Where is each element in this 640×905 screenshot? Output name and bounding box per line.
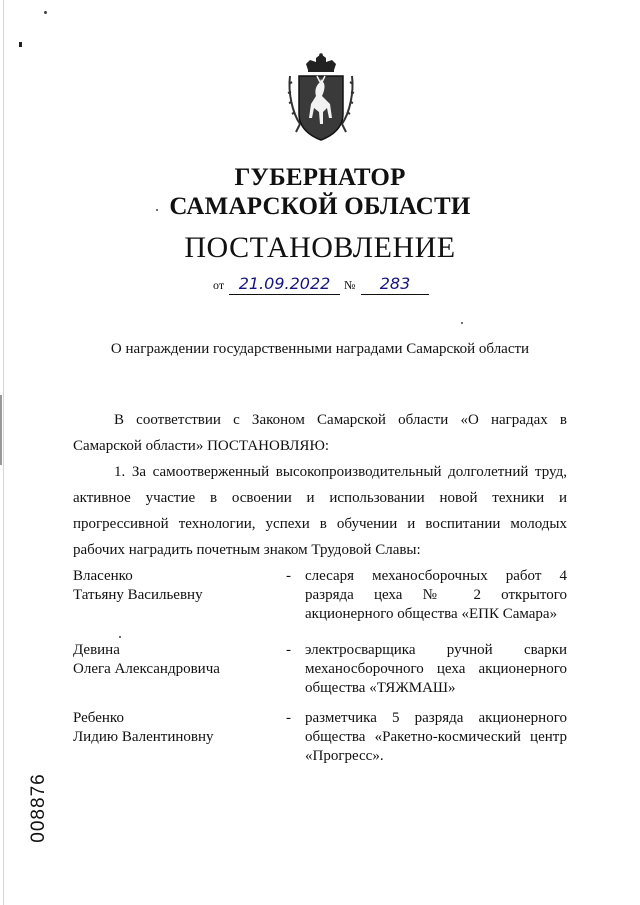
scan-speck	[44, 11, 47, 14]
serial-stamp	[28, 768, 50, 848]
awardee-surname: Ребенко	[73, 710, 124, 726]
document-subject: О награждении государственными наградами Самарской области	[110, 341, 530, 357]
scan-speck	[119, 636, 121, 638]
awardee-dash: -	[286, 710, 291, 726]
number-label: №	[344, 278, 356, 292]
document-type: ПОСТАНОВЛЕНИЕ	[184, 231, 456, 264]
scan-speck	[461, 322, 463, 324]
scan-mark	[0, 395, 2, 465]
date-label: от	[213, 278, 225, 292]
issuer-title-line2: САМАРСКОЙ ОБЛАСТИ	[169, 193, 471, 220]
scan-mark	[19, 42, 22, 47]
awardee-surname: Власенко	[73, 568, 133, 584]
scan-edge	[3, 0, 4, 905]
awardee-given-names: Лидию Валентиновну	[73, 729, 214, 745]
handwritten-number: 283	[361, 274, 429, 295]
awardee-given-names: Татьяну Васильевну	[73, 587, 203, 603]
awardee-name	[73, 641, 273, 679]
awardee-position: электросварщика ручной сварки механосборочного цеха акционерного общества «ТЯЖМАШ»	[305, 642, 567, 696]
issuer-title-line1: ГУБЕРНАТОР	[234, 164, 406, 191]
awardee-dash: -	[286, 642, 291, 658]
samara-coat-of-arms-icon	[286, 52, 356, 144]
item-1-paragraph: 1. За самоотверженный высокопроизводительный долголетний труд, активное участие в освоении и использовании новой техники и прогрессивной технологии, успехи в обучении и воспитании молодых рабочих наградить почетным знаком Трудовой Славы:	[73, 464, 567, 558]
awardee-position: разметчика 5 разряда акционерного общества «Ракетно-космический центр «Прогресс».	[305, 710, 567, 764]
awardee-name	[73, 709, 273, 747]
handwritten-date: 21.09.2022	[229, 274, 340, 295]
serial-number: 008876	[28, 773, 49, 843]
awardee-name	[73, 567, 273, 605]
awardee-given-names: Олега Александровича	[73, 661, 220, 677]
awardee-dash: -	[286, 568, 291, 584]
intro-paragraph: В соответствии с Законом Самарской области «О наградах в Самарской области» ПОСТАНОВЛЯЮ:	[73, 412, 567, 454]
awardee-position: слесаря механосборочных работ 4 разряда цеха № 2 открытого акционерного общества «ЕПК Самара»	[305, 568, 567, 622]
awardee-surname: Девина	[73, 642, 120, 658]
